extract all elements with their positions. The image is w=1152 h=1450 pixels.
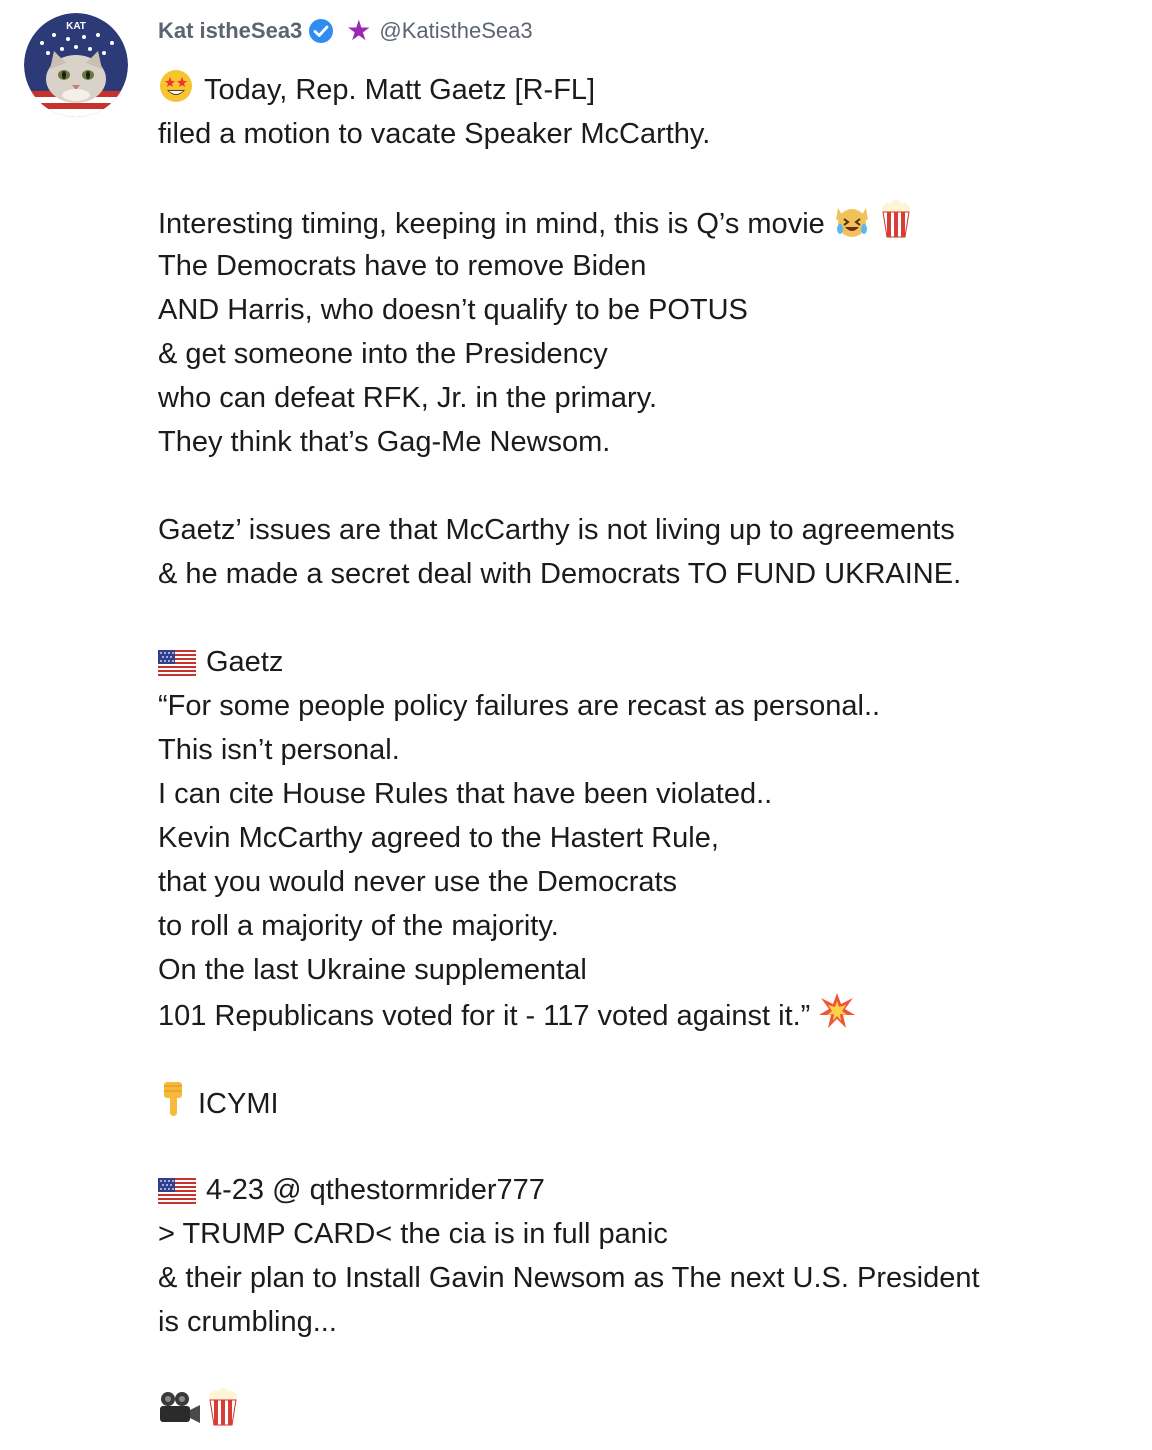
cat-avatar-icon[interactable] [24,13,128,117]
post-text: On the last Ukraine supplemental [158,954,587,986]
movie-camera-icon [158,1396,202,1428]
post-text-line [158,552,1118,596]
post-text-line [158,288,1118,332]
post-text-line [158,684,1118,728]
post-text: & get someone into the Presidency [158,338,608,370]
post-text: Gaetz [206,646,284,678]
popcorn-icon [879,208,913,240]
post-text: This isn’t personal. [158,734,400,766]
post-text-line [158,1300,1118,1344]
post-text: 4-23 @ qthestormrider777 [206,1174,545,1206]
post-text-line [158,860,1118,904]
post-text-line [158,640,1118,684]
post-text-line [158,1388,1118,1432]
post-text-line [158,904,1118,948]
post-text-line [158,200,1118,244]
display-name[interactable]: Kat istheSea3 [158,18,303,43]
post-header [158,13,533,49]
post-text-line [158,1168,1118,1212]
post-text: Gaetz’ issues are that McCarthy is not living up to agreements [158,514,955,546]
post-text: filed a motion to vacate Speaker McCarthy. [158,118,711,150]
laughing-cat-icon [833,208,871,240]
post-text: Today, Rep. Matt Gaetz [R-FL] [204,74,596,106]
post-text: is crumbling... [158,1306,337,1338]
post-text: I can cite House Rules that have been violated.. [158,778,773,810]
post-blank-line [158,1124,1118,1168]
post-text-line [158,420,1118,464]
post-body [158,68,1118,1432]
avatar-text: KAT [66,21,86,32]
post-text: ICYMI [198,1088,279,1120]
post-text-line [158,508,1118,552]
post-text-line [158,244,1118,288]
post-text: that you would never use the Democrats [158,866,678,898]
post-text-line [158,948,1118,992]
post-text-line [158,112,1118,156]
us-flag-icon [158,1174,196,1206]
post-text: Interesting timing, keeping in mind, this is Q’s movie [158,208,825,240]
post-text: > TRUMP CARD< the cia is in full panic [158,1218,668,1250]
pointing-down-icon [158,1088,188,1120]
post-text-line [158,772,1118,816]
post-text-line [158,1080,1118,1124]
post-blank-line [158,464,1118,508]
post-text-line [158,68,1118,112]
verified-check-icon [308,18,334,44]
post-blank-line [158,1036,1118,1080]
post-text-line [158,728,1118,772]
post-text: “For some people policy failures are recast as personal.. [158,690,881,722]
post-text-line [158,1212,1118,1256]
popcorn-icon [206,1396,240,1428]
post-blank-line [158,156,1118,200]
post-text: 101 Republicans voted for it - 117 voted against it.” [158,1000,811,1032]
post-text-line [158,1256,1118,1300]
post-text: & their plan to Install Gavin Newsom as The next U.S. President [158,1262,980,1294]
post-text-line [158,376,1118,420]
post-text: The Democrats have to remove Biden [158,250,647,282]
collision-icon [818,1000,856,1032]
post-text: to roll a majority of the majority. [158,910,559,942]
us-flag-icon [158,646,196,678]
post-text: Kevin McCarthy agreed to the Hastert Rule, [158,822,719,854]
post-text-line [158,992,1118,1036]
star-struck-icon [158,74,194,106]
post-blank-line [158,1344,1118,1388]
post-text-line [158,332,1118,376]
user-handle[interactable]: @KatistheSea3 [379,18,533,43]
post-text: AND Harris, who doesn’t qualify to be POTUS [158,294,748,326]
purple-star-icon: ★ [346,15,372,46]
post-blank-line [158,596,1118,640]
post-text: & he made a secret deal with Democrats TO FUND UKRAINE. [158,558,962,590]
post-text: They think that’s Gag-Me Newsom. [158,426,611,458]
post-text-line [158,816,1118,860]
post-text: who can defeat RFK, Jr. in the primary. [158,382,658,414]
